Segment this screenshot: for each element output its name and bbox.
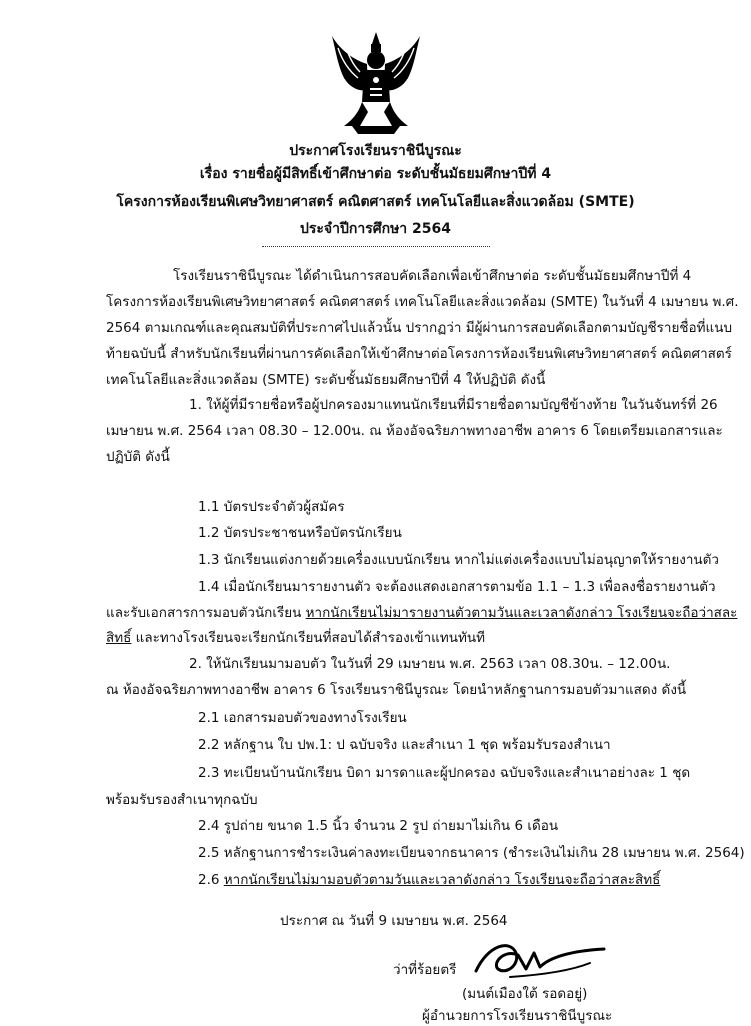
intro-line: เทคโนโลยีและสิ่งแวดล้อม (SMTE) ระดับชั้นมัธยมศึกษาปีที่ 4 ให้ปฏิบัติ ดังนี้: [106, 372, 546, 388]
no-show-warning-underlined: หากนักเรียนไม่มามอบตัวตามวันและเวลาดังกล่าว โรงเรียนจะถือว่าสละสิทธิ์: [223, 872, 661, 888]
academic-year: ประจำปีการศึกษา 2564: [299, 221, 452, 237]
item2-sub-6: [198, 868, 660, 890]
announcement-title: ประกาศโรงเรียนราชินีบูรณะ: [289, 143, 462, 159]
item2-sub-1: 2.1 เอกสารมอบตัวของทางโรงเรียน: [198, 710, 407, 726]
signatory-position: ผู้อำนวยการโรงเรียนราชินีบูรณะ: [422, 1008, 613, 1024]
item2-sub-3: 2.3 ทะเบียนบ้านนักเรียน บิดา มารดาและผู้ปกครอง ฉบับจริงและสำเนาอย่างละ 1 ชุด: [198, 765, 691, 781]
intro-line: 2564 ตามเกณฑ์และคุณสมบัติที่ประกาศไปแล้วนั้น ปรากฏว่า มีผู้ผ่านการสอบคัดเลือกตามบัญชีรายชื่อที่แนบ: [106, 320, 733, 336]
item2-sub-4: 2.4 รูปถ่าย ขนาด 1.5 นิ้ว จำนวน 2 รูป ถ่ายมาไม่เกิน 6 เดือน: [198, 818, 559, 834]
item1-sub-2: 1.2 บัตรประชาชนหรือบัตรนักเรียน: [198, 525, 402, 541]
signatory-rank: ว่าที่ร้อยตรี: [393, 962, 457, 978]
item1-sub-4-continued: [106, 601, 737, 623]
item2-sub-3-continued: พร้อมรับรองสำเนาทุกฉบับ: [106, 792, 258, 808]
item1-line: ปฏิบัติ ดังนี้: [106, 449, 170, 465]
item1-sub-1: 1.1 บัตรประจำตัวผู้สมัคร: [198, 499, 345, 515]
forfeit-warning-underlined: หากนักเรียนไม่มารายงานตัวตามวันและเวลาดังกล่าว โรงเรียนจะถือว่าสละ: [305, 605, 738, 621]
intro-line: ท้ายฉบับนี้ สำหรับนักเรียนที่ผ่านการคัดเลือกให้เข้าศึกษาต่อโครงการห้องเรียนพิเศษวิทยาศาสตร์ คณิตศาสตร์: [106, 346, 732, 362]
garuda-emblem-icon: [330, 30, 422, 134]
intro-line: โรงเรียนราชินีบูรณะ ได้ดำเนินการสอบคัดเลือกเพื่อเข้าศึกษาต่อ ระดับชั้นมัธยมศึกษาปีที่ 4: [173, 268, 692, 284]
item1-line: 1. ให้ผู้ที่มีรายชื่อหรือผู้ปกครองมาแทนนักเรียนที่มีรายชื่อตามบัญชีข้างท้าย ในวันจันทร์ที่ 26: [189, 397, 718, 413]
handwritten-signature-icon: [470, 935, 610, 983]
forfeit-word-underlined: สิทธิ์: [106, 630, 132, 646]
announcement-date: ประกาศ ณ วันที่ 9 เมษายน พ.ศ. 2564: [280, 913, 508, 929]
item1-sub-3: 1.3 นักเรียนแต่งกายด้วยเครื่องแบบนักเรียน หากไม่แต่งเครื่องแบบไม่อนุญาตให้รายงานตัว: [198, 552, 719, 568]
announcement-subject: เรื่อง รายชื่อผู้มีสิทธิ์เข้าศึกษาต่อ ระดับชั้นมัธยมศึกษาปีที่ 4: [199, 166, 552, 182]
item2-line: ณ ห้องอัจฉริยภาพทางอาชีพ อาคาร 6 โรงเรียนราชินีบูรณะ โดยนำหลักฐานการมอบตัวมาแสดง ดังนี้: [106, 682, 687, 698]
intro-line: โครงการห้องเรียนพิเศษวิทยาศาสตร์ คณิตศาสตร์ เทคโนโลยีและสิ่งแวดล้อม (SMTE) ในวันที่ 4 เมษายน พ.ศ.: [106, 294, 739, 310]
program-name: โครงการห้องเรียนพิเศษวิทยาศาสตร์ คณิตศาสตร์ เทคโนโลยีและสิ่งแวดล้อม (SMTE): [116, 194, 635, 210]
item1-line: เมษายน พ.ศ. 2564 เวลา 08.30 – 12.00น. ณ ห้องอัจฉริยภาพทางอาชีพ อาคาร 6 โดยเตรียมเอกสารและ: [106, 423, 723, 439]
dotted-separator: [262, 246, 490, 247]
item2-sub-6-number: 2.6: [198, 872, 224, 888]
signatory-name: (มนต์เมืองใต้ รอดอยู่): [462, 986, 588, 1002]
item1-sub-4-continued-2: [106, 626, 485, 648]
item2-sub-2: 2.2 หลักฐาน ใบ ปพ.1: ป ฉบับจริง และสำเนา 1 ชุด พร้อมรับรองสำเนา: [198, 737, 611, 753]
item2-line: 2. ให้นักเรียนมามอบตัว ในวันที่ 29 เมษายน พ.ศ. 2563 เวลา 08.30น. – 12.00น.: [189, 656, 671, 672]
item1-sub-4: 1.4 เมื่อนักเรียนมารายงานตัว จะต้องแสดงเอกสารตามข้อ 1.1 – 1.3 เพื่อลงชื่อรายงานตัว: [198, 579, 716, 595]
item1-sub-4-text: และรับเอกสารการมอบตัวนักเรียน: [106, 605, 306, 621]
item2-sub-5: 2.5 หลักฐานการชำระเงินค่าลงทะเบียนจากธนาคาร (ชำระเงินไม่เกิน 28 เมษายน พ.ศ. 2564): [198, 845, 745, 861]
substitute-text: และทางโรงเรียนจะเรียกนักเรียนที่สอบได้สำรองเข้าแทนทันที: [131, 630, 486, 646]
